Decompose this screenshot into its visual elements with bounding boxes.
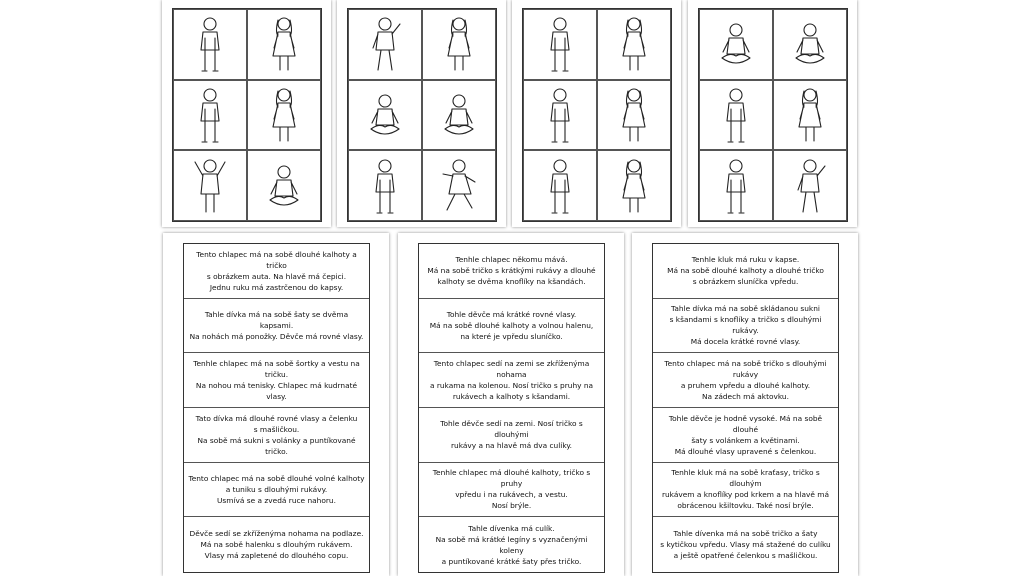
description-grid [652,243,839,573]
picture-sheet-4 [688,0,857,227]
boy-glasses-backpack-icon [538,156,582,216]
girl-long-dress-icon [612,85,656,145]
description-card: Tahle dívenka má culík. Na sobě má krátké legíny s vyznačenými koleny a puntíkované krátké šaty přes tričko. [435,523,588,566]
description-card: Tenhle kluk má ruku v kapse. Má na sobě dlouhé kalhoty a dlouhé tričko s obrázkem sluníčka vpředu. [653,244,838,299]
description-card: Tenhle chlapec někomu mává. Má na sobě tričko s krátkými rukávy a dlouhé kalhoty se dvěma knoflíky na kšandách. [419,244,604,299]
girl-sitting-icon [247,150,321,221]
boy-backpack-walking-icon [699,150,773,221]
boy-cap-icon [173,9,247,80]
girl-flower-shirt-icon [773,80,847,151]
boy-sitting-icon [348,80,422,151]
description-card: Děvče sedí se zkříženýma nohama na podlaze. Má na sobě halenku s dlouhým rukávem. Vlasy má zapletené do dlouhého copu. [189,529,364,561]
boy-vest-icon [173,80,247,151]
picture-grid [522,8,672,222]
girl-dress-icon [247,9,321,80]
girl-pigtails-sitting-icon [437,85,481,145]
girl-dress-icon [262,14,306,74]
description-card: Tento chlapec sedí na zemi se zkříženýma nohama a rukama na kolenou. Nosí tričko s pruhy na rukávech a kalhoty s kšandami. [419,353,604,408]
description-card: Tenhle chlapec má dlouhé kalhoty, tričko s pruhy vpředu i na rukávech, a vestu. Nosí brýle. [419,463,604,518]
description-card: Tahle dívka má na sobě skládanou sukni s kšandami s knoflíky a tričko s dlouhými rukávy. Má docela krátké rovné vlasy. [653,299,838,354]
description-card: Tento chlapec má na sobě tričko s dlouhými rukávy a pruhem vpředu a dlouhé kalhoty. Na zádech má aktovku. [653,353,838,408]
description-card: Tenhle kluk má na sobě kraťasy, tričko s dlouhým rukávem a knoflíky pod krkem a na hlavě má obrácenou kšiltovku. Také nosí brýle. [653,463,838,518]
picture-grid [698,8,848,222]
boy-waving-icon [363,14,407,74]
boy-kneeling-icon [699,9,773,80]
girl-skirt-icon [597,9,671,80]
description-grid [418,243,605,573]
boy-walking-icon [714,85,758,145]
girl-flower-shirt-icon [788,85,832,145]
boy-backpack-icon [538,85,582,145]
boy-sun-shirt-icon [523,9,597,80]
boy-backpack-walking-icon [714,156,758,216]
description-sheet-2 [398,233,624,576]
girl-running-icon [422,150,496,221]
boy-arms-up-icon [188,156,232,216]
girl-skirt-icon [612,14,656,74]
description-card: Tento chlapec má na sobě dlouhé kalhoty a tričko s obrázkem auta. Na hlavě má čepici. Jednu ruku má zastrčenou do kapsy. [184,244,369,299]
girl-sitting-icon [262,156,306,216]
girl-headband-icon [262,85,306,145]
boy-cap-icon [188,14,232,74]
description-card: Tento chlapec má na sobě dlouhé volné kalhoty a tuniku s dlouhými rukávy. Usmívá se a zvedá ruce nahoru. [184,463,369,518]
girl-kneeling-icon [773,9,847,80]
description-card: Tohle děvče sedí na zemi. Nosí tričko s dlouhými rukávy a na hlavě má dva culíky. [419,408,604,463]
description-card: Tohle děvče je hodně vysoké. Má na sobě dlouhé šaty s volánkem a květinami. Má dlouhé vlasy upravené s čelenkou. [653,408,838,463]
boy-waving-shorts-icon [773,150,847,221]
description-sheet-1 [163,233,389,576]
girl-sun-shirt-icon [422,9,496,80]
girl-headband-icon [247,80,321,151]
boy-glasses-icon [363,156,407,216]
girl-kneeling-icon [788,14,832,74]
girl-ponytail-icon [612,156,656,216]
girl-long-dress-icon [597,80,671,151]
boy-waving-shorts-icon [788,156,832,216]
picture-grid [347,8,497,222]
boy-arms-up-icon [173,150,247,221]
description-card: Tato dívka má dlouhé rovné vlasy a čelenku s mašličkou. Na sobě má sukni s volánky a puntíkované tričko. [184,408,369,463]
description-card: Tahle dívenka má na sobě tričko a šaty s kytičkou vpředu. Vlasy má stažené do culíku a ještě opatřené čelenkou s mašličkou. [660,529,831,561]
description-card: Tahle dívka má na sobě šaty se dvěma kapsami. Na nohách má ponožky. Děvče má rovné vlasy. [184,299,369,354]
boy-glasses-icon [348,150,422,221]
boy-waving-icon [348,9,422,80]
picture-sheet-2 [337,0,506,227]
description-card: Tohle děvče má krátké rovné vlasy. Má na sobě dlouhé kalhoty a volnou halenu, na které je vpředu sluníčko. [419,299,604,354]
girl-ponytail-icon [597,150,671,221]
boy-sitting-icon [363,85,407,145]
boy-backpack-icon [523,80,597,151]
boy-walking-icon [699,80,773,151]
girl-sun-shirt-icon [437,14,481,74]
description-grid [183,243,370,573]
picture-sheet-3 [512,0,681,227]
description-card: Tenhle chlapec má na sobě šortky a vestu na tričku. Na nohou má tenisky. Chlapec má kudrnaté vlasy. [184,353,369,408]
girl-pigtails-sitting-icon [422,80,496,151]
boy-glasses-backpack-icon [523,150,597,221]
description-sheet-3 [632,233,858,576]
boy-vest-icon [188,85,232,145]
picture-sheet-1 [162,0,331,227]
girl-running-icon [437,156,481,216]
picture-grid [172,8,322,222]
boy-sun-shirt-icon [538,14,582,74]
boy-kneeling-icon [714,14,758,74]
